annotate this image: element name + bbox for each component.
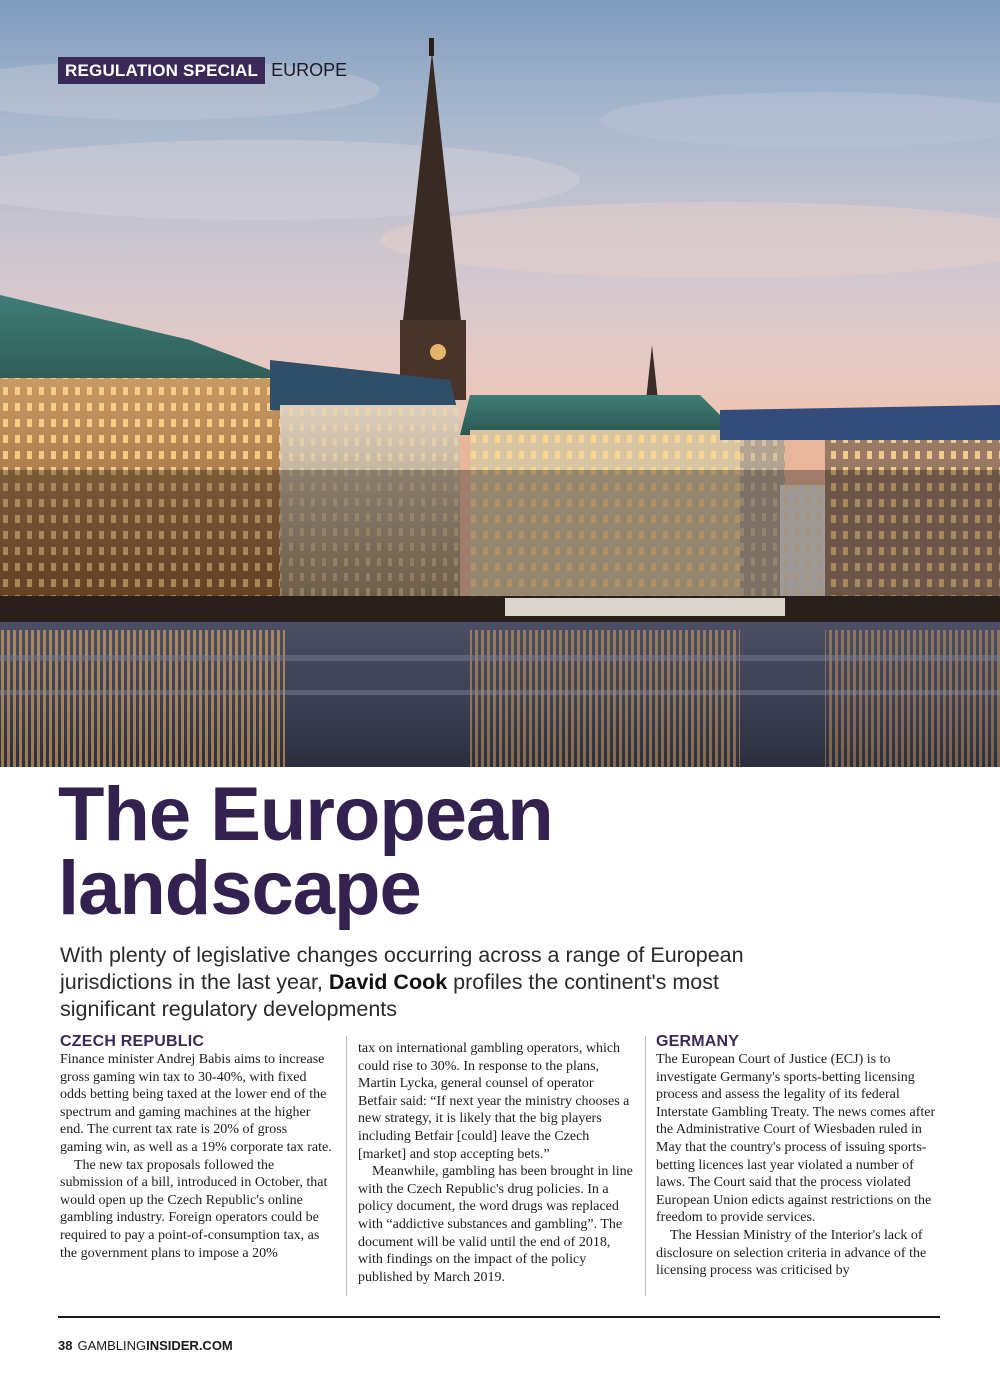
heading-germany: GERMANY: [656, 1033, 740, 1050]
column-2: [358, 1040, 634, 1286]
subsection-label: EUROPE: [271, 60, 348, 80]
author-name: David Cook: [328, 970, 448, 994]
page-number: 38: [58, 1338, 73, 1353]
column-3: [656, 1033, 938, 1280]
site-name-suffix: INSIDER.COM: [146, 1338, 233, 1353]
section-tag: [58, 57, 347, 84]
site-name-prefix: GAMBLING: [77, 1338, 147, 1353]
czech-paragraph-4: Meanwhile, gambling has been brought in line with the Czech Republic's drug policies. In a policy document, the word drugs was replaced with “addictive substances and gambling”. The document will be valid until the end of 2018, with findings on the impact of the policy published by March 2019.: [358, 1164, 633, 1285]
column-divider: [645, 1036, 646, 1296]
czech-paragraph-3: tax on international gambling operators, which could rise to 30%. In response to the plans, Martin Lycka, general counsel of operator Betfair said: “If next year the ministry chooses a new strategy, it is likely that the big players including Betfair [could] leave the Czech [market] and stop accepting bets.”: [358, 1041, 630, 1162]
headline-line-2: landscape: [58, 846, 421, 931]
page-footer: [58, 1338, 233, 1353]
footer-rule: [58, 1316, 940, 1318]
standfirst-text-before: With plenty of legislative changes occurring across a range of European jurisdictions in the last year,: [60, 943, 744, 994]
article-headline: [58, 772, 958, 931]
czech-paragraph-1: Finance minister Andrej Babis aims to increase gross gaming win tax to 30-40%, with fixed odds betting being taxed at the lower end of the spectrum and gaming machines at the higher end. The current tax rate is 20% of gross gaming win, as well as a 19% corporate tax rate.: [60, 1052, 332, 1155]
headline-line-1: The European: [58, 772, 553, 857]
section-label: REGULATION SPECIAL: [58, 57, 265, 84]
germany-paragraph-1: The European Court of Justice (ECJ) is to investigate Germany's sports-betting licensing process and assess the legality of its federal Interstate Gambling Treaty. The news comes after the Administrative Court of Wiesbaden ruled in May that the country's process of issuing sports-betting licences last year violated a number of laws. The Court said that the process violated European Union edicts against restrictions on the freedom to provide services.: [656, 1052, 936, 1226]
standfirst: [60, 942, 780, 1023]
standfirst-text-after: profiles the continent's most significant regulatory developments: [60, 970, 719, 1021]
germany-paragraph-2: The Hessian Ministry of the Interior's lack of disclosure on selection criteria in advance of the licensing process was criticised by: [656, 1227, 927, 1279]
column-divider: [346, 1036, 347, 1296]
heading-czech-republic: CZECH REPUBLIC: [60, 1033, 205, 1050]
czech-paragraph-2: The new tax proposals followed the submission of a bill, introduced in October, that would open up the Czech Republic's online gambling industry. Foreign operators could be required to pay a point-of-consumption tax, as the government plans to impose a 20%: [60, 1157, 328, 1261]
column-1: [60, 1033, 332, 1262]
